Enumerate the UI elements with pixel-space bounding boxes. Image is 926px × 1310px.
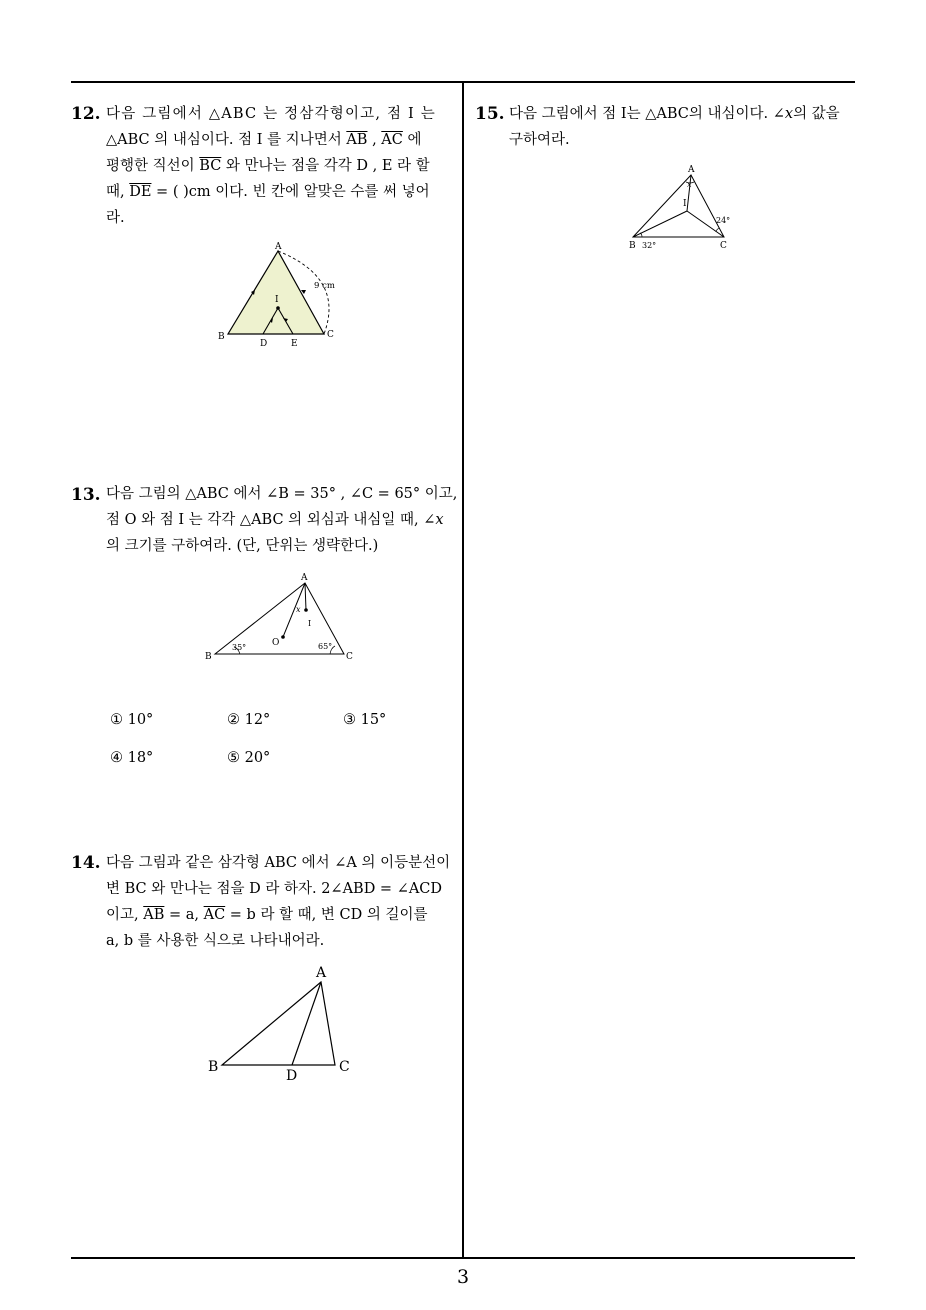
choice-5[interactable]: ⑤ 20° (227, 750, 271, 766)
bottom-rule (71, 1257, 855, 1259)
segment-ac: $\overline{AC}$ (203, 907, 226, 923)
label-d: D (260, 339, 268, 349)
choice-2[interactable]: ② 12° (227, 712, 271, 728)
q12-line-4 (106, 179, 456, 205)
segment-ab: $\overline{AB}$ (143, 907, 165, 923)
question-15-number: 15. (475, 104, 505, 124)
question-13-text (106, 481, 456, 559)
label-a: A (688, 165, 695, 175)
q13-var-x: x (435, 512, 444, 528)
question-13-number: 13. (71, 485, 101, 505)
q15-var-x: x (784, 106, 794, 122)
q12-line-1: 다음 그림에서 △ABC 는 정삼각형이고, 점 I 는 (106, 106, 436, 122)
label-i: I (308, 619, 312, 628)
q12-to: 에 (402, 132, 422, 148)
q12-comma: , (367, 132, 382, 148)
q12-line-4-tail: = ( )cm 이다. 빈 칸에 알맞은 수를 써 넣어 (151, 184, 430, 200)
column-divider (462, 81, 464, 1258)
question-14-text (106, 850, 456, 954)
segment-bc: $\overline{BC}$ (199, 158, 222, 174)
q12-line-3-text: 평행한 직선이 (106, 158, 200, 174)
q12-line-2 (106, 127, 456, 153)
q15-line-1 (509, 101, 859, 127)
question-14-number: 14. (71, 853, 101, 873)
label-9cm: 9 cm (314, 281, 335, 291)
q12-figure-equilateral-triangle (215, 238, 355, 350)
q14-line-2: 변 BC 와 만나는 점을 D 라 하자. 2∠ABD = ∠ACD (106, 881, 443, 897)
q14-line-1: 다음 그림과 같은 삼각형 ABC 에서 ∠A 의 이등분선이 (106, 855, 451, 871)
question-12-number: 12. (71, 104, 101, 124)
label-24deg: 24° (716, 216, 731, 225)
segment-ab: $\overline{AB}$ (346, 132, 368, 148)
q15-figure-triangle (620, 160, 750, 260)
label-a: A (275, 242, 282, 252)
label-a: A (301, 573, 308, 583)
label-35deg: 35° (232, 643, 247, 652)
point-o (281, 635, 285, 639)
label-65deg: 65° (318, 642, 333, 651)
choice-4[interactable]: ④ 18° (110, 750, 154, 766)
label-x: x (687, 180, 692, 189)
q12-line-4-text: 때, (106, 184, 130, 200)
q13-line-1: 다음 그림의 △ABC 에서 ∠B = 35° , ∠C = 65° 이고, (106, 486, 458, 502)
question-15-text (509, 101, 859, 153)
q14-line-3-a: 이고, (106, 907, 144, 923)
line-bi (633, 211, 687, 237)
label-x: x (296, 605, 301, 614)
label-b: B (205, 652, 212, 662)
q12-line-3 (106, 153, 456, 179)
incenter-point (276, 306, 280, 310)
question-12-text (106, 101, 456, 231)
q14-line-3-b: = a, (164, 907, 204, 923)
q15-line-2: 구하여라. (509, 132, 570, 148)
label-b: B (629, 241, 636, 251)
triangle-abc (228, 251, 324, 334)
label-i: I (683, 199, 687, 209)
q15-line-1-a: 다음 그림에서 점 I는 △ABC의 내심이다. ∠ (509, 106, 785, 122)
page-number: 3 (456, 1266, 470, 1288)
q15-line-1-b: 의 값을 (793, 106, 840, 122)
label-b: B (218, 332, 225, 342)
q13-line-2 (106, 507, 456, 533)
line-ai (305, 583, 306, 610)
label-c: C (720, 241, 727, 251)
label-32deg: 32° (642, 241, 657, 250)
label-e: E (291, 339, 298, 349)
choice-3[interactable]: ③ 15° (343, 712, 387, 728)
label-c: C (339, 1059, 350, 1075)
label-b: B (208, 1059, 219, 1075)
label-d: D (286, 1068, 298, 1084)
q12-line-3-tail: 와 만나는 점을 각각 D , E 라 할 (221, 158, 430, 174)
q13-figure-triangle (200, 568, 360, 668)
q14-line-3 (106, 902, 456, 928)
q13-line-3: 의 크기를 구하여라. (단, 단위는 생략한다.) (106, 538, 379, 554)
choice-1[interactable]: ① 10° (110, 712, 154, 728)
q14-line-3-c: = b 라 할 때, 변 CD 의 길이를 (225, 907, 428, 923)
triangle-abc (222, 982, 335, 1065)
label-o: O (272, 638, 280, 648)
q12-line-5: 라. (106, 210, 125, 226)
label-a: A (316, 965, 327, 981)
segment-de: $\overline{DE}$ (129, 184, 152, 200)
segment-ac: $\overline{AC}$ (381, 132, 403, 148)
label-c: C (346, 652, 353, 662)
point-i (304, 608, 308, 612)
label-i: I (275, 295, 279, 305)
q13-line-2-text: 점 O 와 점 I 는 각각 △ABC 의 외심과 내심일 때, ∠ (106, 512, 436, 528)
q14-figure-triangle (200, 960, 370, 1090)
q14-line-4: a, b 를 사용한 식으로 나타내어라. (106, 933, 325, 949)
label-c: C (327, 330, 334, 340)
q12-line-2-text: △ABC 의 내심이다. 점 I 를 지나면서 (106, 132, 347, 148)
